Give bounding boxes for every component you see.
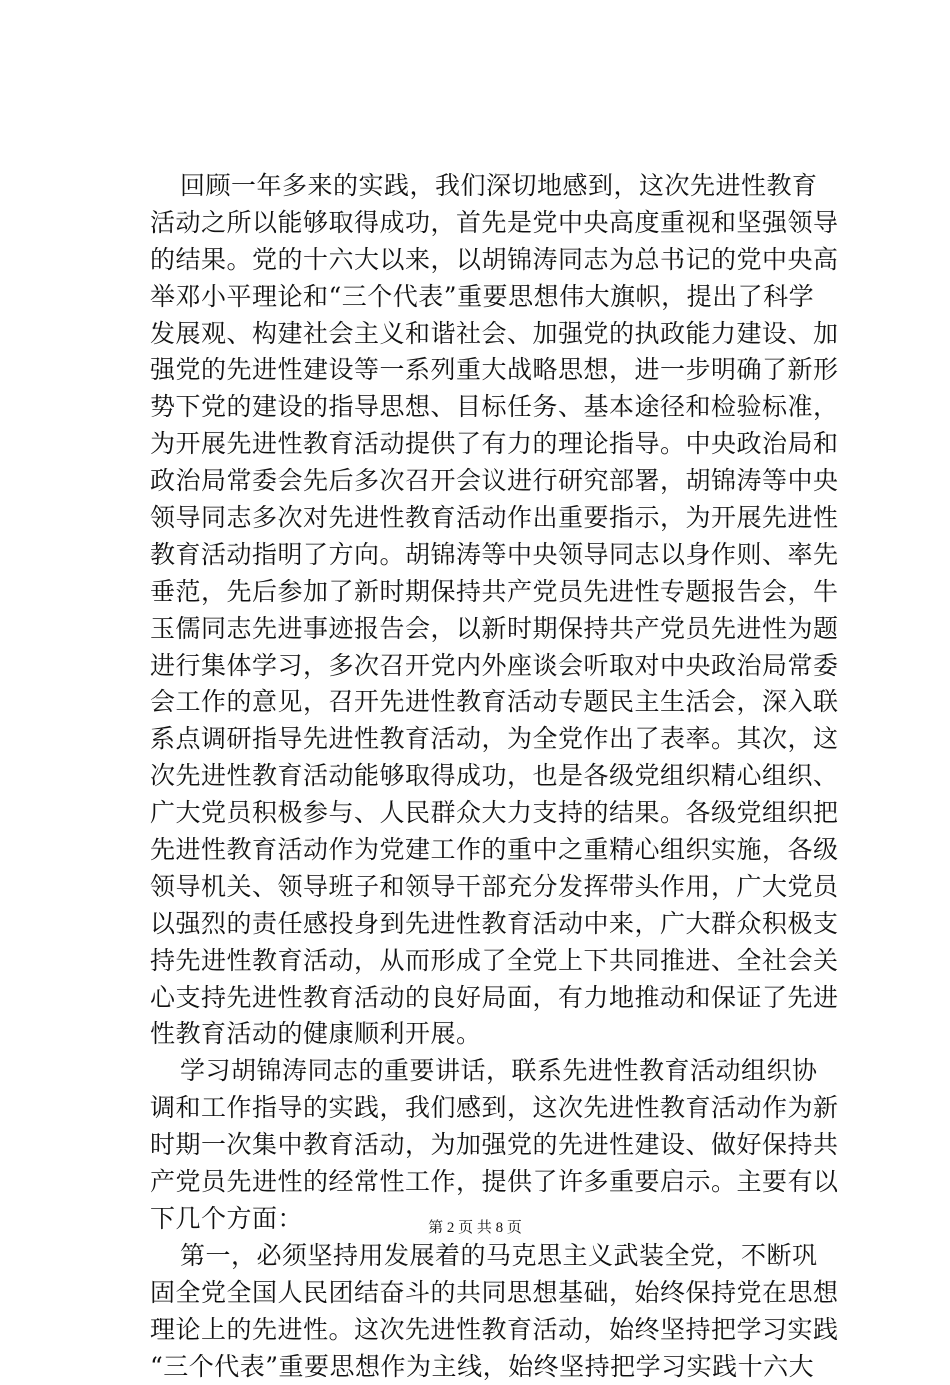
document-body [150,168,802,1385]
text-line: 的结果。党的十六大以来，以胡锦涛同志为总书记的党中央高 [150,242,802,279]
text-line: 强党的先进性建设等一系列重大战略思想，进一步明确了新形 [150,352,802,389]
text-line: 系点调研指导先进性教育活动，为全党作出了表率。其次，这 [150,721,802,758]
text-line: 次先进性教育活动能够取得成功，也是各级党组织精心组织、 [150,758,802,795]
text-line: 调和工作指导的实践，我们感到，这次先进性教育活动作为新 [150,1090,802,1127]
page-number-label: 第 2 页 共 8 页 [428,1220,522,1236]
text-line: 第一，必须坚持用发展着的马克思主义武装全党，不断巩 [150,1238,802,1275]
text-line: 学习胡锦涛同志的重要讲话，联系先进性教育活动组织协 [150,1053,802,1090]
text-line: 下几个方面： [150,1201,802,1238]
text-line: 理论上的先进性。这次先进性教育活动，始终坚持把学习实践 [150,1312,802,1349]
text-line: “三个代表”重要思想作为主线，始终坚持把学习实践十六大 [150,1349,802,1385]
text-line: 会工作的意见，召开先进性教育活动专题民主生活会，深入联 [150,684,802,721]
text-line: 心支持先进性教育活动的良好局面，有力地推动和保证了先进 [150,980,802,1017]
text-line: 性教育活动的健康顺利开展。 [150,1016,802,1053]
text-line: 以强烈的责任感投身到先进性教育活动中来，广大群众积极支 [150,906,802,943]
text-line: 垂范，先后参加了新时期保持共产党员先进性专题报告会，牛 [150,574,802,611]
text-line: 势下党的建设的指导思想、目标任务、基本途径和检验标准， [150,389,802,426]
text-line: 产党员先进性的经常性工作，提供了许多重要启示。主要有以 [150,1164,802,1201]
text-line: 领导同志多次对先进性教育活动作出重要指示，为开展先进性 [150,500,802,537]
text-line: 时期一次集中教育活动，为加强党的先进性建设、做好保持共 [150,1127,802,1164]
text-line: 活动之所以能够取得成功，首先是党中央高度重视和坚强领导 [150,205,802,242]
text-line: 发展观、构建社会主义和谐社会、加强党的执政能力建设、加 [150,316,802,353]
text-line: 为开展先进性教育活动提供了有力的理论指导。中央政治局和 [150,426,802,463]
text-line: 回顾一年多来的实践，我们深切地感到，这次先进性教育 [150,168,802,205]
text-line: 固全党全国人民团结奋斗的共同思想基础，始终保持党在思想 [150,1275,802,1312]
text-line: 政治局常委会先后多次召开会议进行研究部署，胡锦涛等中央 [150,463,802,500]
text-line: 教育活动指明了方向。胡锦涛等中央领导同志以身作则、率先 [150,537,802,574]
page-footer [0,1218,950,1238]
text-line: 进行集体学习，多次召开党内外座谈会听取对中央政治局常委 [150,648,802,685]
text-line: 持先进性教育活动，从而形成了全党上下共同推进、全社会关 [150,943,802,980]
text-line: 广大党员积极参与、人民群众大力支持的结果。各级党组织把 [150,795,802,832]
text-line: 玉儒同志先进事迹报告会，以新时期保持共产党员先进性为题 [150,611,802,648]
text-line: 举邓小平理论和“三个代表”重要思想伟大旗帜，提出了科学 [150,279,802,316]
text-line: 领导机关、领导班子和领导干部充分发挥带头作用，广大党员 [150,869,802,906]
text-line: 先进性教育活动作为党建工作的重中之重精心组织实施，各级 [150,832,802,869]
